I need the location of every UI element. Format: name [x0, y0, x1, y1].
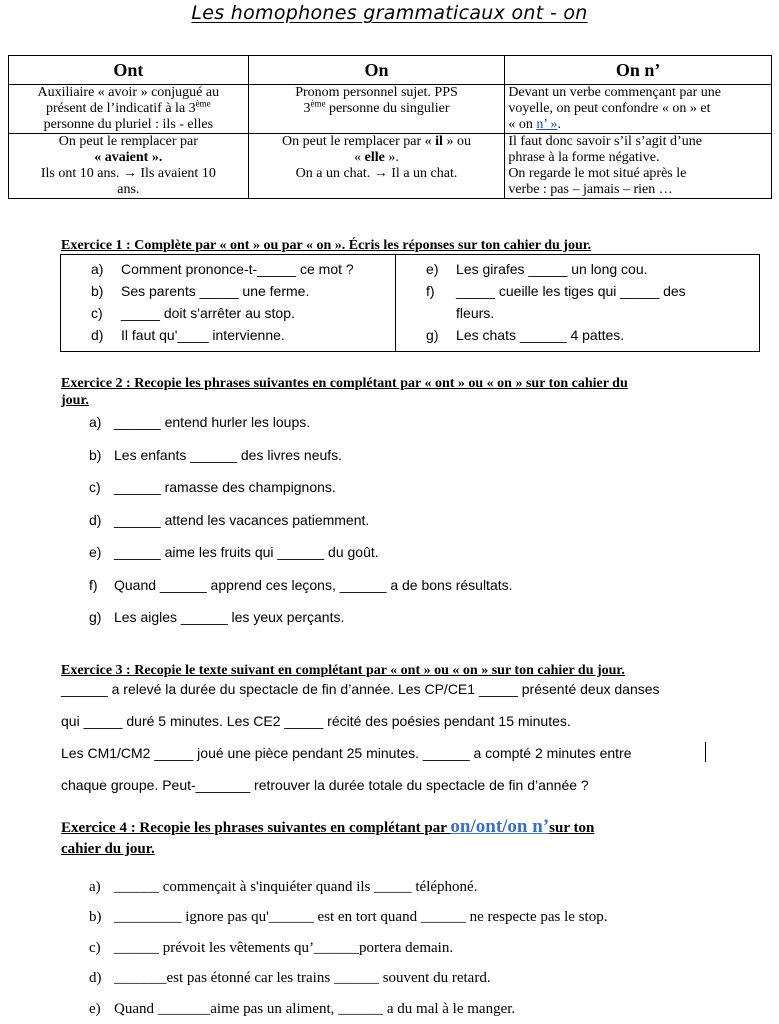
- cell-text: phrase à la forme négative.: [508, 150, 660, 165]
- table-row: [9, 134, 772, 199]
- cell-text: On peut le remplacer par: [58, 134, 198, 149]
- list-item: g) Les aigles ______ les yeux perçants.: [89, 609, 345, 626]
- cell-text: Ils ont 10 ans. → Ils avaient 10: [40, 166, 216, 181]
- list-item: f) Quand ______ apprend ces leçons, ______ a de bons résultats.: [89, 576, 513, 593]
- list-item: d) _______est pas étonné car les trains ______ souvent du retard.: [89, 970, 491, 987]
- cell-text: « elle ».: [354, 150, 399, 165]
- text-cursor: [705, 742, 706, 762]
- list-item: c) ______ ramasse des champignons.: [89, 479, 336, 496]
- exercise4-list: [89, 872, 607, 1024]
- table-row: [9, 85, 772, 134]
- exercise1-box: [60, 254, 760, 352]
- table-header-row: [9, 56, 772, 85]
- cell-text: personne du pluriel : ils - elles: [43, 117, 214, 132]
- cell-text: voyelle, on peut confondre « on » et: [508, 101, 711, 116]
- exercise4-title: Exercice 4 : Recopie les phrases suivantes en complétant par on/ont/on n’sur ton cahier du jour.: [61, 816, 595, 857]
- cell-text: « on n’ ».: [508, 117, 561, 132]
- list-item: a) ______ entend hurler les loups.: [89, 414, 311, 431]
- text-line: qui _____ duré 5 minutes. Les CE2 _____ récité des poésies pendant 15 minutes.: [61, 713, 571, 729]
- exercise3-title: Exercice 3 : Recopie le texte suivant en complétant par « ont » ou « on » sur ton cahier du jour.: [61, 663, 625, 678]
- cell-text: On regarde le mot situé après le: [508, 166, 687, 181]
- header-ont: Ont: [9, 56, 249, 85]
- list-item: b) _________ ignore pas qu'______ est en tort quand ______ ne respecte pas le stop.: [89, 909, 608, 926]
- cell-on-example: [248, 134, 505, 199]
- cell-ont-definition: [9, 85, 249, 134]
- text-line: ______ a relevé la durée du spectacle de fin d’année. Les CP/CE1 _____ présenté deux danses: [61, 681, 660, 697]
- list-item: a) Comment prononce-t-_____ ce mot ?: [91, 261, 354, 277]
- header-on: On: [248, 56, 505, 85]
- exercise2-list: [89, 406, 513, 634]
- list-item: d) ______ attend les vacances patiemment.: [89, 511, 370, 528]
- list-item: b) Ses parents _____ une ferme.: [91, 283, 310, 299]
- exercise3-text: [61, 673, 761, 801]
- cell-text: verbe : pas – jamais – rien …: [508, 182, 673, 197]
- list-item: e) Quand _______aime pas un aliment, ______ a du mal à le manger.: [89, 1000, 516, 1017]
- cell-text: « avaient ».: [94, 150, 163, 165]
- text-line: Les CM1/CM2 _____ joué une pièce pendant 25 minutes. ______ a compté 2 minutes entre: [61, 745, 632, 761]
- cell-text: 3ème personne du singulier: [303, 98, 450, 116]
- lesson-table: [8, 55, 772, 199]
- cell-text: Pronom personnel sujet. PPS: [295, 85, 458, 100]
- exercise1-right-column: [396, 255, 759, 351]
- cell-ont-example: [9, 134, 249, 199]
- list-item: e) ______ aime les fruits qui ______ du goût.: [89, 544, 379, 561]
- header-on-n: On n’: [505, 56, 772, 85]
- list-item: e) Les girafes _____ un long cou.: [426, 261, 648, 277]
- cell-on-definition: [248, 85, 505, 134]
- exercise1-title: Exercice 1 : Complète par « ont » ou par « on ». Écris les réponses sur ton cahier du jour.: [61, 238, 592, 253]
- list-item: b) Les enfants ______ des livres neufs.: [89, 446, 343, 463]
- cell-text: On a un chat. → Il a un chat.: [295, 166, 458, 181]
- cell-on-n-example: [505, 134, 772, 199]
- cell-text: On peut le remplacer par « il » ou: [282, 134, 471, 149]
- list-item: c) ______ prévoit les vêtements qu’______portera demain.: [89, 939, 454, 956]
- list-item: a) ______ commençait à s'inquiéter quand ils _____ téléphoné.: [89, 878, 478, 895]
- cell-text: ans.: [117, 182, 140, 197]
- list-item: f) _____ cueille les tiges qui _____ des: [426, 283, 686, 299]
- list-item: c) _____ doit s'arrêter au stop.: [91, 305, 295, 321]
- list-item: d) Il faut qu'____ intervienne.: [91, 327, 285, 343]
- cell-text: Auxiliaire « avoir » conjugué au: [37, 85, 220, 100]
- page-title: Les homophones grammaticaux ont - on: [191, 2, 588, 24]
- exercise2-title: Exercice 2 : Recopie les phrases suivantes en complétant par « ont » ou « on » sur ton cahier du jour.: [61, 376, 628, 408]
- cell-text: Devant un verbe commençant par une: [508, 85, 721, 100]
- cell-text: Il faut donc savoir s’il s’agit d’une: [508, 134, 702, 149]
- text-line: chaque groupe. Peut-_______ retrouver la durée totale du spectacle de fin d’année ?: [61, 777, 589, 793]
- list-item: fleurs.: [456, 305, 495, 321]
- exercise4-choices: on/ont/on n’: [450, 816, 550, 837]
- exercise1-left-column: [61, 255, 396, 351]
- cell-text: présent de l’indicatif à la 3ème: [46, 98, 211, 116]
- cell-on-n-definition: [505, 85, 772, 134]
- list-item: g) Les chats ______ 4 pattes.: [426, 327, 625, 343]
